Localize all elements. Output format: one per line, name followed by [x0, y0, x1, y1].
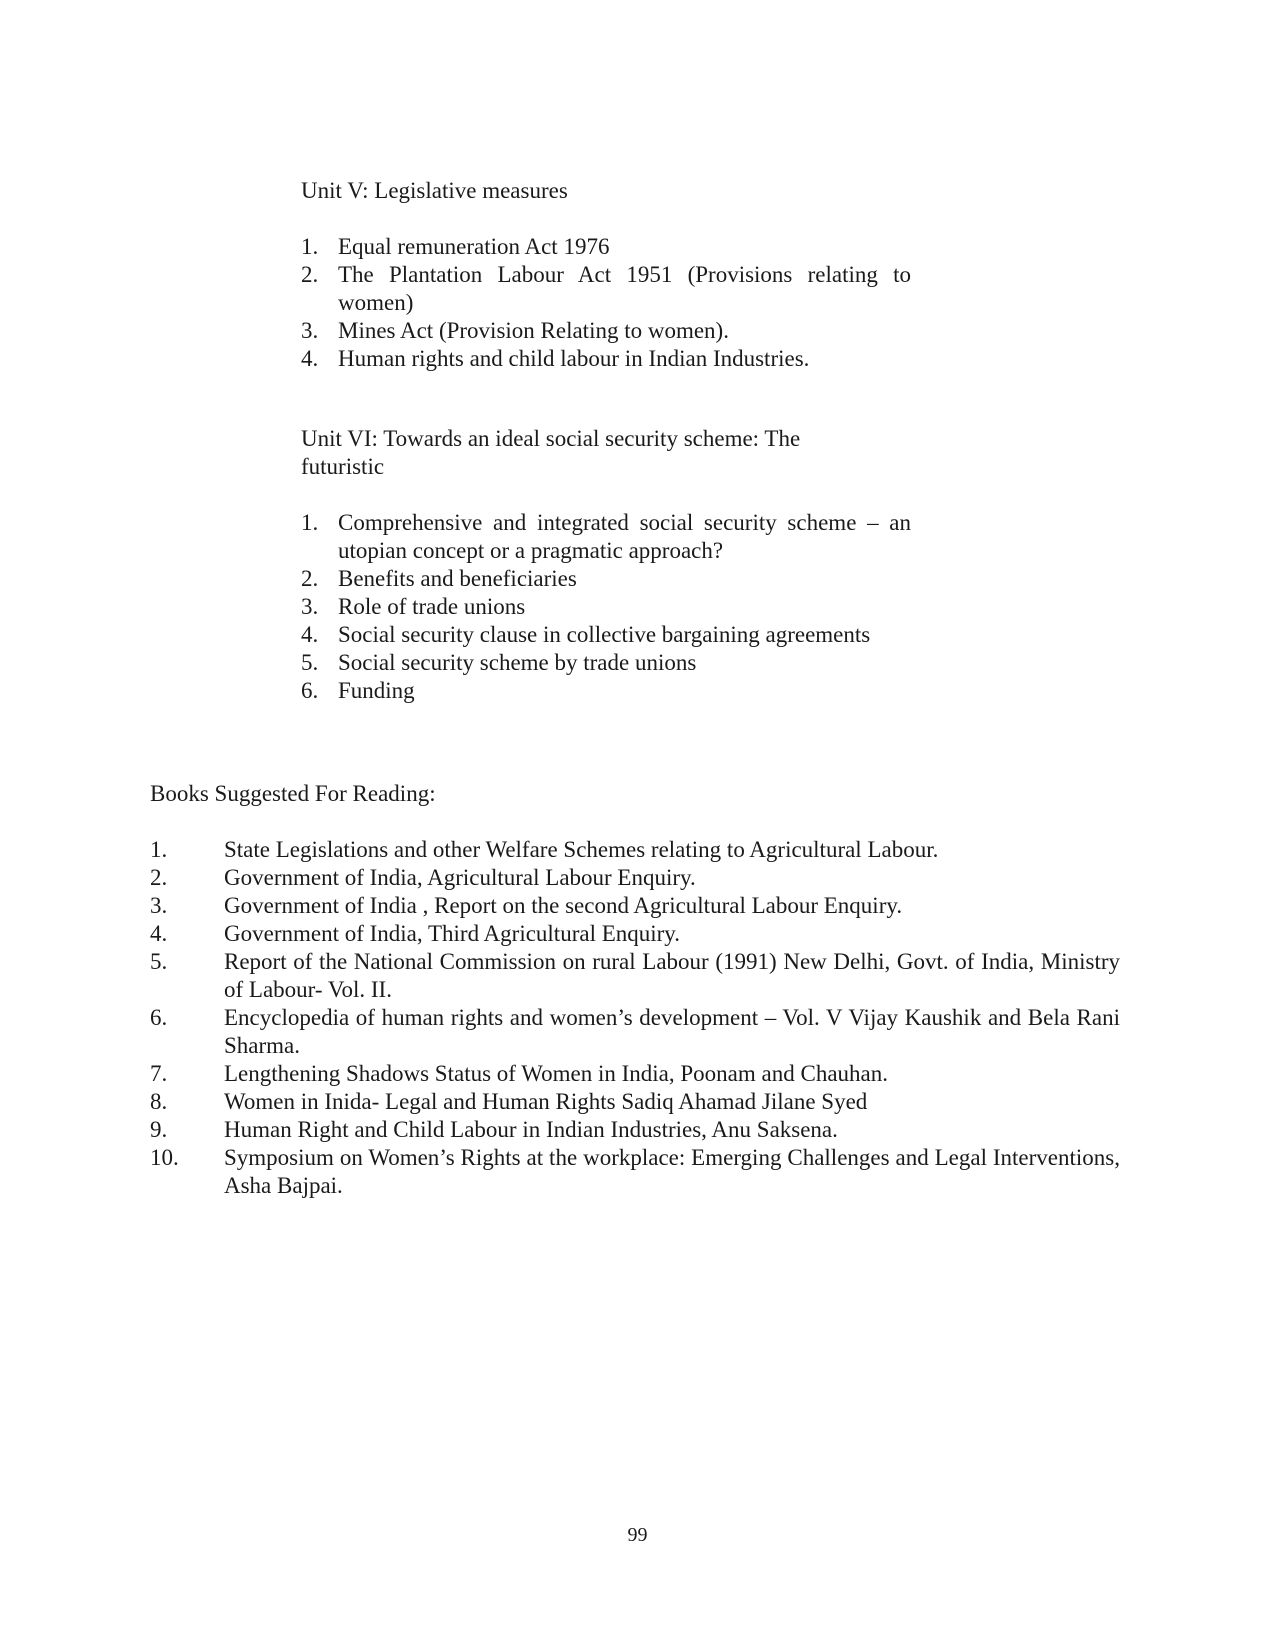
list-item [301, 233, 911, 261]
book-item-text: Government of India, Agricultural Labour Enquiry. [224, 865, 696, 890]
list-item [301, 677, 911, 705]
book-item [150, 1088, 1120, 1116]
book-item-text: Women in Inida- Legal and Human Rights Sadiq Ahamad Jilane Syed [224, 1089, 868, 1114]
list-item-number: 2. [301, 262, 319, 287]
unit-6-section [301, 425, 911, 705]
book-item-text: Encyclopedia of human rights and women’s development – Vol. V Vijay Kaushik and Bela Rani Sharma. [224, 1005, 1120, 1058]
list-item [301, 565, 911, 593]
book-item [150, 864, 1120, 892]
unit-5-list [301, 233, 911, 373]
book-item-number: 1. [150, 837, 168, 862]
book-item [150, 920, 1120, 948]
unit-5-heading: Unit V: Legislative measures [301, 178, 568, 203]
list-item-text: Role of trade unions [338, 594, 526, 619]
books-heading: Books Suggested For Reading: [150, 781, 436, 806]
list-item [301, 261, 911, 317]
unit-6-list [301, 509, 911, 705]
book-item-number: 10. [150, 1145, 179, 1170]
book-item [150, 1004, 1120, 1060]
list-item [301, 621, 911, 649]
book-item [150, 836, 1120, 864]
book-item-text: Report of the National Commission on rural Labour (1991) New Delhi, Govt. of India, Ministry of Labour- Vol. II. [224, 949, 1120, 1002]
book-item [150, 1144, 1120, 1200]
book-item-number: 6. [150, 1005, 168, 1030]
book-item-number: 3. [150, 893, 168, 918]
list-item [301, 317, 911, 345]
list-item-number: 1. [301, 510, 319, 535]
list-item-text: Social security clause in collective bargaining agreements [338, 622, 871, 647]
list-item-number: 4. [301, 622, 319, 647]
page-number: 99 [627, 1524, 648, 1546]
list-item-text: Comprehensive and integrated social security scheme – an utopian concept or a pragmatic approach? [338, 510, 911, 563]
unit-6-heading: Unit VI: Towards an ideal social security scheme: The futuristic [301, 426, 801, 479]
book-item-number: 4. [150, 921, 168, 946]
books-section [150, 780, 1120, 1200]
list-item-text: Equal remuneration Act 1976 [338, 234, 610, 259]
list-item-number: 3. [301, 318, 319, 343]
book-item [150, 1116, 1120, 1144]
list-item-text: Mines Act (Provision Relating to women). [338, 318, 729, 343]
list-item-text: Benefits and beneficiaries [338, 566, 577, 591]
list-item [301, 593, 911, 621]
list-item-number: 4. [301, 346, 319, 371]
list-item-text: The Plantation Labour Act 1951 (Provisions relating to women) [338, 262, 911, 315]
book-item-number: 2. [150, 865, 168, 890]
list-item-text: Funding [338, 678, 415, 703]
book-item [150, 1060, 1120, 1088]
book-item-text: Government of India, Third Agricultural Enquiry. [224, 921, 681, 946]
book-item-text: Symposium on Women’s Rights at the workplace: Emerging Challenges and Legal Interventions, Asha Bajpai. [224, 1145, 1120, 1198]
books-list [150, 836, 1120, 1200]
book-item-text: State Legislations and other Welfare Schemes relating to Agricultural Labour. [224, 837, 939, 862]
list-item-number: 2. [301, 566, 319, 591]
book-item-text: Human Right and Child Labour in Indian Industries, Anu Saksena. [224, 1117, 838, 1142]
list-item-text: Social security scheme by trade unions [338, 650, 697, 675]
unit-5-section [301, 177, 911, 373]
list-item-number: 3. [301, 594, 319, 619]
book-item [150, 948, 1120, 1004]
list-item-number: 5. [301, 650, 319, 675]
book-item-text: Lengthening Shadows Status of Women in India, Poonam and Chauhan. [224, 1061, 889, 1086]
book-item [150, 892, 1120, 920]
book-item-number: 5. [150, 949, 168, 974]
book-item-text: Government of India , Report on the second Agricultural Labour Enquiry. [224, 893, 903, 918]
list-item [301, 345, 911, 373]
list-item-number: 1. [301, 234, 319, 259]
list-item-number: 6. [301, 678, 319, 703]
list-item-text: Human rights and child labour in Indian Industries. [338, 346, 810, 371]
list-item [301, 509, 911, 565]
book-item-number: 7. [150, 1061, 168, 1086]
book-item-number: 8. [150, 1089, 168, 1114]
list-item [301, 649, 911, 677]
book-item-number: 9. [150, 1117, 168, 1142]
